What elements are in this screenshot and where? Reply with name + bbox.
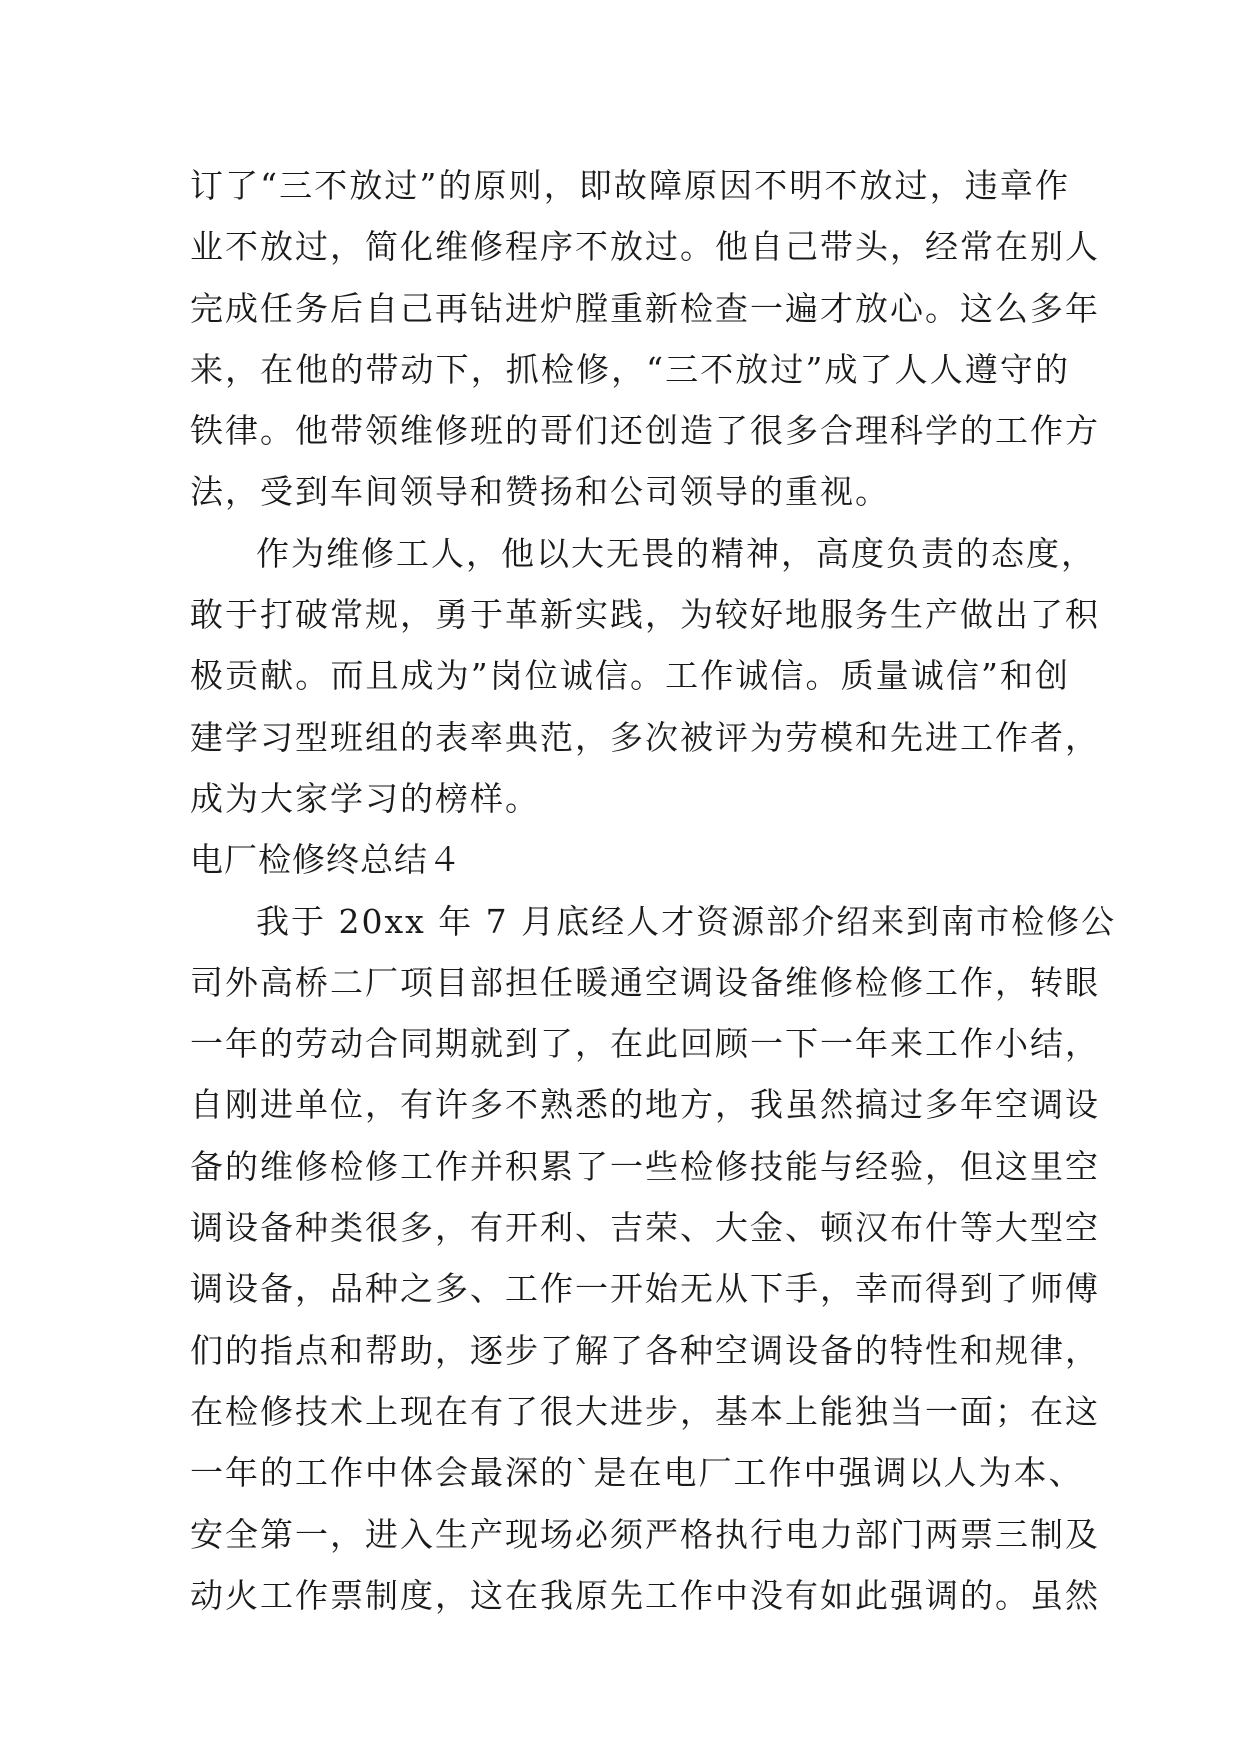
text-line: 订了“三不放过”的原则，即故障原因不明不放过，违章作 [190,166,1070,205]
text-line: 敢于打破常规，勇于革新实践，为较好地服务生产做出了积 [190,595,1100,635]
text-line: 建学习型班组的表率典范，多次被评为劳模和先进工作者， [190,717,1100,757]
text-line: 完成任务后自己再钻进炉膛重新检查一遍才放心。这么多年 [190,288,1100,328]
text-line: 备的维修检修工作并积累了一些检修技能与经验，但这里空 [190,1146,1100,1186]
text-line: 自刚进单位，有许多不熟悉的地方，我虽然搞过多年空调设 [190,1085,1100,1125]
text-line: 铁律。他带领维修班的哥们还创造了很多合理科学的工作方 [190,411,1100,451]
text-line: 动火工作票制度，这在我原先工作中没有如此强调的。虽然 [190,1575,1100,1615]
text-line: 安全第一，进入生产现场必须严格执行电力部门两票三制及 [190,1514,1100,1554]
text-line: 极贡献。而且成为”岗位诚信。工作诚信。质量诚信”和创 [190,656,1070,696]
text-line: 在检修技术上现在有了很大进步，基本上能独当一面；在这 [190,1391,1100,1431]
text-line: 成为大家学习的榜样。 [190,778,540,818]
document-body [190,155,1117,1626]
text-line: 业不放过，简化维修程序不放过。他自己带头，经常在别人 [190,227,1100,267]
heading-text: 电厂检修终总结４ [190,840,462,880]
section-heading [190,829,1070,890]
text-line: 一年的劳动合同期就到了，在此回顾一下一年来工作小结， [190,1024,1100,1064]
text-line: 一年的工作中体会最深的`是在电厂工作中强调以人为本、 [190,1453,1084,1493]
text-line: 调设备种类很多，有开利、吉荣、大金、顿汉布什等大型空 [190,1208,1100,1248]
text-line: 法，受到车间领导和赞扬和公司领导的重视。 [190,472,890,512]
text-line: 我于 20xx 年 7 月底经人才资源部介绍来到南市检修公 [256,901,1117,941]
paragraph-indented [190,523,1100,829]
text-line: 们的指点和帮助，逐步了解了各种空调设备的特性和规律， [190,1330,1100,1370]
text-line: 司外高桥二厂项目部担任暖通空调设备维修检修工作，转眼 [190,962,1100,1002]
text-line: 调设备，品种之多、工作一开始无从下手，幸而得到了师傅 [190,1269,1100,1309]
text-line: 作为维修工人，他以大无畏的精神，高度负责的态度， [256,533,1096,573]
text-line: 来，在他的带动下，抓检修，“三不放过”成了人人遵守的 [190,349,1070,389]
paragraph-continuation [190,155,1100,523]
paragraph-indented [190,891,1117,1627]
